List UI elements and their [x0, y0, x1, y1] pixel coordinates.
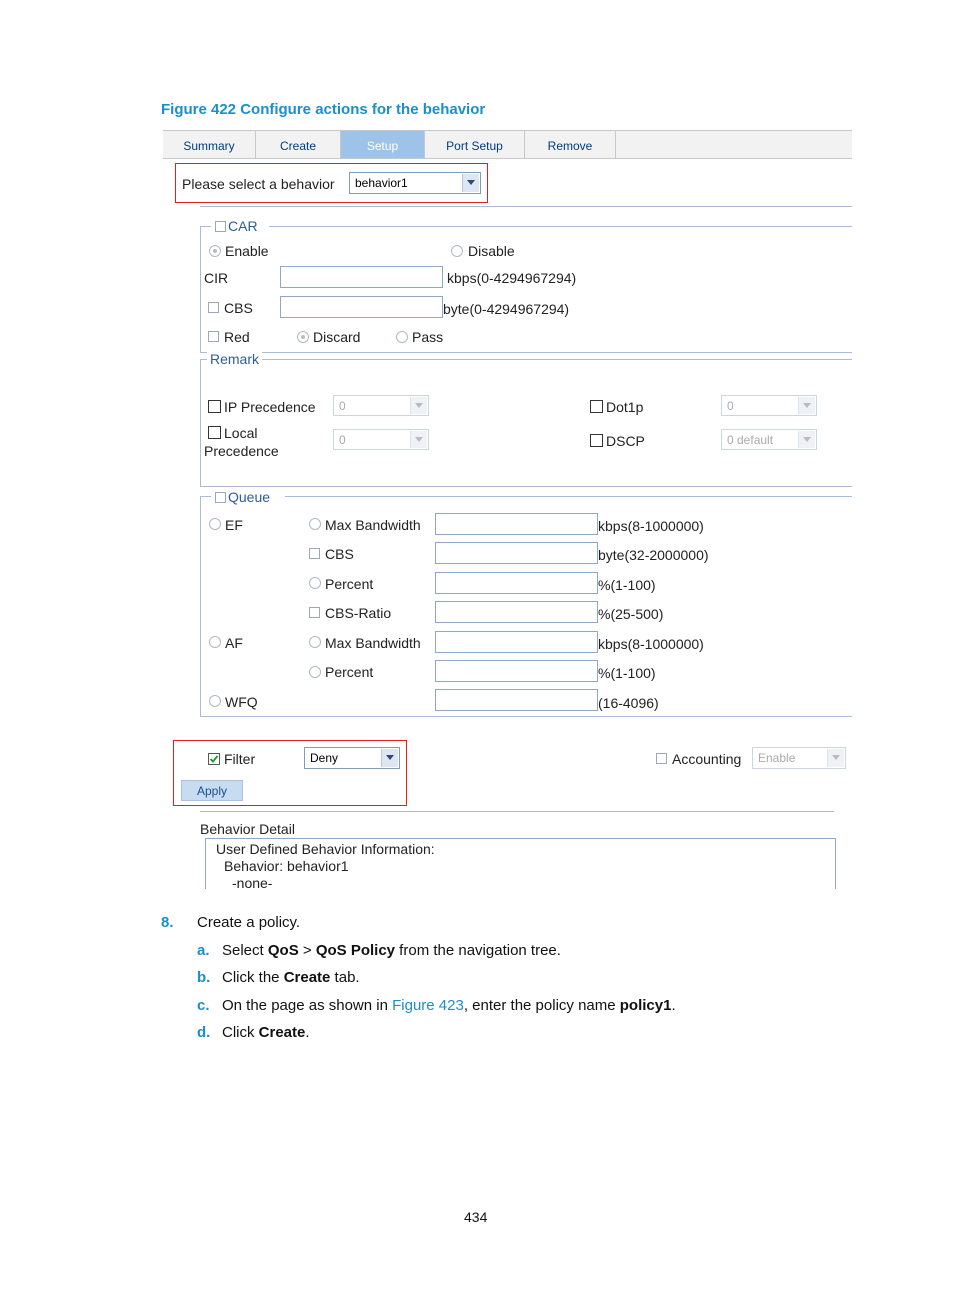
local-precedence-value: 0	[339, 433, 346, 447]
tab-summary[interactable]: Summary	[163, 131, 256, 158]
ef-radio[interactable]	[209, 518, 221, 530]
queue-title: Queue	[228, 489, 271, 505]
remark-frame-left	[200, 359, 201, 487]
af-max-bandwidth-radio[interactable]	[309, 636, 321, 648]
dscp-checkbox[interactable]	[590, 434, 603, 447]
substep-d	[222, 1024, 310, 1041]
discard-radio[interactable]	[297, 331, 309, 343]
step-number: 8.	[161, 914, 174, 931]
substep-letter: b.	[197, 969, 211, 986]
cbs-checkbox[interactable]	[208, 302, 219, 313]
queue-legend	[211, 489, 285, 507]
behavior-select[interactable]	[349, 172, 481, 194]
car-checkbox[interactable]	[215, 221, 226, 232]
bold-text: Create	[258, 1024, 306, 1041]
pass-label: Pass	[412, 329, 444, 345]
text: On the page as shown in	[222, 997, 393, 1014]
dscp-select[interactable]	[721, 429, 817, 450]
car-title: CAR	[228, 218, 258, 234]
divider	[200, 811, 834, 812]
remark-frame-top	[200, 359, 852, 360]
filter-value: Deny	[310, 751, 339, 765]
queue-frame-top	[200, 496, 852, 497]
local-precedence-select[interactable]	[333, 429, 429, 450]
step-text: Create a policy.	[197, 914, 301, 931]
ef-cbs-checkbox[interactable]	[309, 548, 320, 559]
ef-cbs-unit: byte(32-2000000)	[598, 547, 709, 563]
tab-port-setup[interactable]: Port Setup	[425, 131, 525, 158]
dot1p-label: Dot1p	[606, 399, 644, 415]
car-legend	[211, 218, 269, 236]
chevron-down-icon	[410, 431, 427, 448]
detail-line-3: -none-	[232, 875, 273, 891]
text: .	[671, 997, 676, 1014]
text: Click	[222, 1024, 259, 1041]
cir-input[interactable]	[280, 266, 443, 288]
detail-line-1: User Defined Behavior Information:	[216, 841, 435, 857]
cbs-ratio-input[interactable]	[435, 601, 598, 623]
wfq-label: WFQ	[225, 694, 258, 710]
filter-select[interactable]	[304, 747, 400, 769]
bold-text: policy1	[619, 997, 672, 1014]
queue-frame-bottom	[200, 716, 852, 717]
dscp-value: 0 default	[727, 433, 774, 447]
disable-label: Disable	[468, 243, 515, 259]
dot1p-value: 0	[727, 399, 734, 413]
text: tab.	[330, 969, 360, 986]
ef-max-bandwidth-unit: kbps(8-1000000)	[598, 518, 704, 534]
tab-create[interactable]: Create	[256, 131, 341, 158]
car-frame-left	[200, 226, 201, 352]
car-frame-top	[200, 226, 852, 227]
ef-cbs-label: CBS	[325, 546, 354, 562]
bold-text: QoS	[267, 942, 299, 959]
behavior-detail-title: Behavior Detail	[200, 821, 295, 837]
dot1p-select[interactable]	[721, 395, 817, 416]
wfq-radio[interactable]	[209, 695, 221, 707]
remark-title: Remark	[207, 351, 262, 367]
local-precedence-checkbox[interactable]	[208, 426, 221, 439]
pass-radio[interactable]	[396, 331, 408, 343]
enable-label: Enable	[225, 243, 269, 259]
af-max-bandwidth-label: Max Bandwidth	[325, 635, 421, 651]
enable-radio[interactable]	[209, 245, 221, 257]
behavior-select-value: behavior1	[355, 176, 408, 190]
af-percent-unit: %(1-100)	[598, 665, 656, 681]
cbs-unit: byte(0-4294967294)	[443, 301, 570, 317]
ip-precedence-checkbox[interactable]	[208, 400, 221, 413]
cbs-ratio-label: CBS-Ratio	[325, 605, 392, 621]
substep-a	[222, 942, 561, 959]
behavior-detail-box	[205, 838, 836, 889]
cbs-ratio-checkbox[interactable]	[309, 607, 320, 618]
af-max-bandwidth-unit: kbps(8-1000000)	[598, 636, 704, 652]
text: .	[305, 1024, 310, 1041]
chevron-down-icon	[410, 397, 427, 414]
ef-label: EF	[225, 517, 243, 533]
wfq-input[interactable]	[435, 689, 598, 711]
cbs-input[interactable]	[280, 296, 443, 318]
figure-link[interactable]: Figure 423	[392, 997, 464, 1014]
ef-max-bandwidth-label: Max Bandwidth	[325, 517, 421, 533]
tab-bar	[163, 130, 852, 159]
discard-label: Discard	[313, 329, 361, 345]
precedence-label: Precedence	[204, 443, 279, 459]
tab-setup[interactable]: Setup	[341, 131, 425, 158]
ef-cbs-input[interactable]	[435, 542, 598, 564]
queue-frame-left	[200, 496, 201, 716]
remark-frame-bottom	[200, 486, 852, 487]
cbs-ratio-unit: %(25-500)	[598, 606, 664, 622]
text: , enter the policy name	[463, 997, 620, 1014]
text: Select	[222, 942, 268, 959]
accounting-label: Accounting	[672, 751, 742, 767]
dot1p-checkbox[interactable]	[590, 400, 603, 413]
queue-checkbox[interactable]	[215, 492, 226, 503]
chevron-down-icon	[462, 174, 479, 192]
chevron-down-icon	[827, 749, 844, 767]
text: from the navigation tree.	[395, 942, 561, 959]
disable-radio[interactable]	[451, 245, 463, 257]
ef-percent-input[interactable]	[435, 572, 598, 594]
divider	[200, 206, 852, 207]
ef-max-bandwidth-input[interactable]	[435, 513, 598, 535]
cir-label: CIR	[204, 270, 229, 286]
text: Click the	[222, 969, 284, 986]
car-frame-bottom	[200, 352, 852, 353]
af-percent-label: Percent	[325, 664, 374, 680]
detail-line-2: Behavior: behavior1	[224, 858, 349, 874]
accounting-select[interactable]	[752, 747, 846, 769]
red-checkbox[interactable]	[208, 331, 219, 342]
wfq-unit: (16-4096)	[598, 695, 659, 711]
cbs-label: CBS	[224, 300, 253, 316]
ef-percent-label: Percent	[325, 576, 374, 592]
af-percent-input[interactable]	[435, 660, 598, 682]
apply-button[interactable]: Apply	[181, 780, 243, 801]
substep-letter: d.	[197, 1024, 211, 1041]
tab-remove[interactable]: Remove	[525, 131, 616, 158]
ef-percent-radio[interactable]	[309, 577, 321, 589]
page-number: 434	[464, 1209, 488, 1225]
ef-max-bandwidth-radio[interactable]	[309, 518, 321, 530]
red-label: Red	[224, 329, 250, 345]
substep-letter: c.	[197, 997, 210, 1014]
af-radio[interactable]	[209, 636, 221, 648]
filter-checkbox[interactable]	[208, 753, 220, 765]
chevron-down-icon	[381, 749, 398, 767]
filter-label: Filter	[224, 751, 256, 767]
ip-precedence-select[interactable]	[333, 395, 429, 416]
local-label: Local	[224, 425, 258, 441]
behavior-select-label: Please select a behavior	[182, 176, 335, 192]
chevron-down-icon	[798, 397, 815, 414]
figure-caption: Figure 422 Configure actions for the behavior	[161, 101, 486, 118]
bold-text: Create	[283, 969, 331, 986]
dscp-label: DSCP	[606, 433, 645, 449]
text: >	[298, 942, 316, 959]
bold-text: QoS Policy	[315, 942, 396, 959]
accounting-value: Enable	[758, 751, 796, 765]
chevron-down-icon	[798, 431, 815, 448]
cir-unit: kbps(0-4294967294)	[447, 270, 577, 286]
af-max-bandwidth-input[interactable]	[435, 631, 598, 653]
ef-percent-unit: %(1-100)	[598, 577, 656, 593]
ip-precedence-label: IP Precedence	[224, 399, 316, 415]
substep-c	[222, 997, 676, 1014]
substep-letter: a.	[197, 942, 210, 959]
checkmark-icon	[209, 754, 219, 764]
substep-b	[222, 969, 360, 986]
af-label: AF	[225, 635, 243, 651]
ip-precedence-value: 0	[339, 399, 346, 413]
accounting-checkbox[interactable]	[656, 753, 667, 764]
af-percent-radio[interactable]	[309, 666, 321, 678]
